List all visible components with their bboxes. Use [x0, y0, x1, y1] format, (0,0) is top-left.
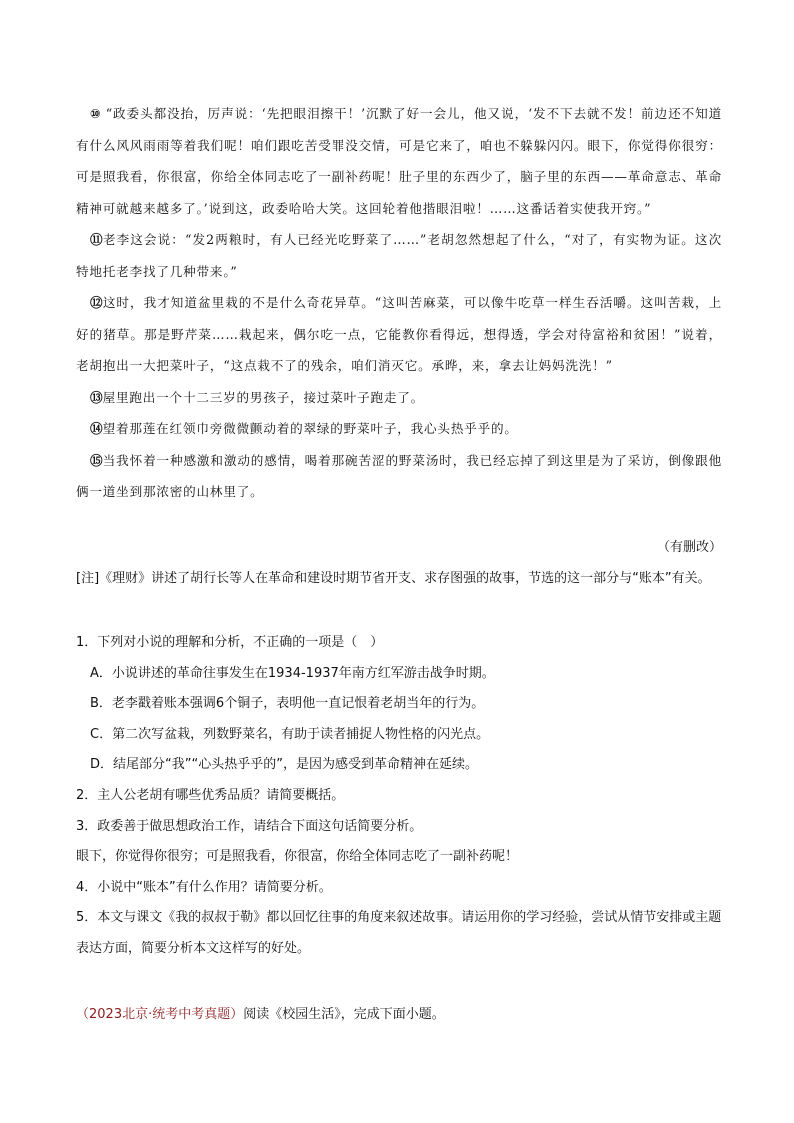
- paragraph-10: [76, 98, 722, 224]
- option-a: A．小说讲述的革命往事发生在1934-1937年南方红军游击战争时期。: [90, 665, 495, 681]
- paragraph-text: 屋里跑出一个十二三岁的男孩子，接过菜叶子跑走了。: [102, 389, 425, 405]
- paragraph-number: ⑬: [90, 389, 103, 405]
- question-list: [76, 628, 724, 965]
- annotation-note: [注]《理财》讲述了胡行长等人在革命和建设时期节省开支、求存图强的故事，节选的这一部分与“账本”有关。: [76, 571, 711, 586]
- paragraph-number: ⑪: [90, 232, 103, 247]
- paragraph-text: 老李这会说：“发2两粮时，有人已经光吃野菜了……”老胡忽然想起了什么，“对了，有实物为证。这次特地托老李找了几种带来。”: [76, 232, 722, 279]
- paragraph-13: [76, 382, 722, 414]
- option-d: D．结尾部分“我”“心头热乎乎的”，是因为感受到革命精神在延续。: [90, 757, 478, 773]
- next-section-instruction: 阅读《校园生活》，完成下面小题。: [243, 1007, 445, 1022]
- paragraph-text: 当我怀着一种感激和激动的感情，喝着那碗苦涩的野菜汤时，我已经忘掉了到这里是为了采访，倒像跟他俩一道坐到那浓密的山林里了。: [76, 452, 722, 499]
- paragraph-number: ⑩: [90, 106, 101, 121]
- question-3-quote: 眼下，你觉得你很穷；可是照我看，你很富，你给全体同志吃了一副补药呢！: [76, 849, 519, 865]
- paragraph-12: [76, 287, 722, 382]
- paragraph-number: ⑫: [90, 295, 103, 310]
- next-section-intro: [76, 1005, 445, 1025]
- paragraph-11: [76, 224, 722, 287]
- paragraph-number: ⑮: [90, 452, 103, 468]
- question-3: 3．政委善于做思想政治工作，请结合下面这句话简要分析。: [76, 818, 423, 834]
- paragraph-text: 望着那莲在红领巾旁微微颤动着的翠绿的野菜叶子，我心头热乎乎的。: [102, 421, 518, 436]
- story-text: [76, 98, 722, 508]
- paragraph-number: ⑭: [90, 421, 103, 436]
- exam-source-tag: （2023北京·统考中考真题）: [76, 1007, 244, 1022]
- paragraph-15: [76, 445, 722, 508]
- question-2: 2．主人公老胡有哪些优秀品质？请简要概括。: [76, 787, 345, 803]
- paragraph-14: [76, 413, 722, 445]
- paragraph-text: 这时，我才知道盆里栽的不是什么奇花异草。“这叫苦麻菜，可以像牛吃草一样生吞活嚼。这叫苦栽，上好的猪草。那是野芹菜……栽起来，偶尔吃一点，它能教你看得远，想得透，学会对待富裕和贫困！”说着，老胡抱出一大把菜叶子，“这点栽不了的残余，咱们消灭它。承晔，来，拿去让妈妈洗洗！”: [76, 295, 723, 373]
- source-note: （有删改）: [656, 540, 722, 555]
- option-c: C．第二次写盆栽，列数野菜名，有助于读者捕捉人物性格的闪光点。: [90, 726, 490, 742]
- paragraph-text: “政委头都没抬，厉声说：‘先把眼泪擦干！’沉默了好一会儿，他又说，‘发不下去就不发！前边还不知道有什么风风雨雨等着我们呢！咱们跟吃苦受罪没交情，可是它来了，咱也不躲躲闪闪。眼下，你觉得你很穷：可是照我看，你很富，你给全体同志吃了一副补药呢！肚子里的东西少了，脑子里的东西——革命意志、革命精神可就越来越多了。’说到这，政委哈哈大笑。这回轮着他揩眼泪啦！……这番话着实使我开窍。”: [76, 106, 722, 216]
- question-5: 5．本文与课文《我的叔叔于勒》都以回忆往事的角度来叙述故事。请运用你的学习经验，尝试从情节安排或主题表达方面，简要分析本文这样写的好处。: [76, 910, 722, 956]
- question-4: 4．小说中“账本”有什么作用？请简要分析。: [76, 879, 332, 895]
- option-b: B．老李戳着账本强调6个铜子，表明他一直记恨着老胡当年的行为。: [90, 696, 485, 712]
- question-1: 1．下列对小说的理解和分析，不正确的一项是（ ）: [76, 635, 384, 650]
